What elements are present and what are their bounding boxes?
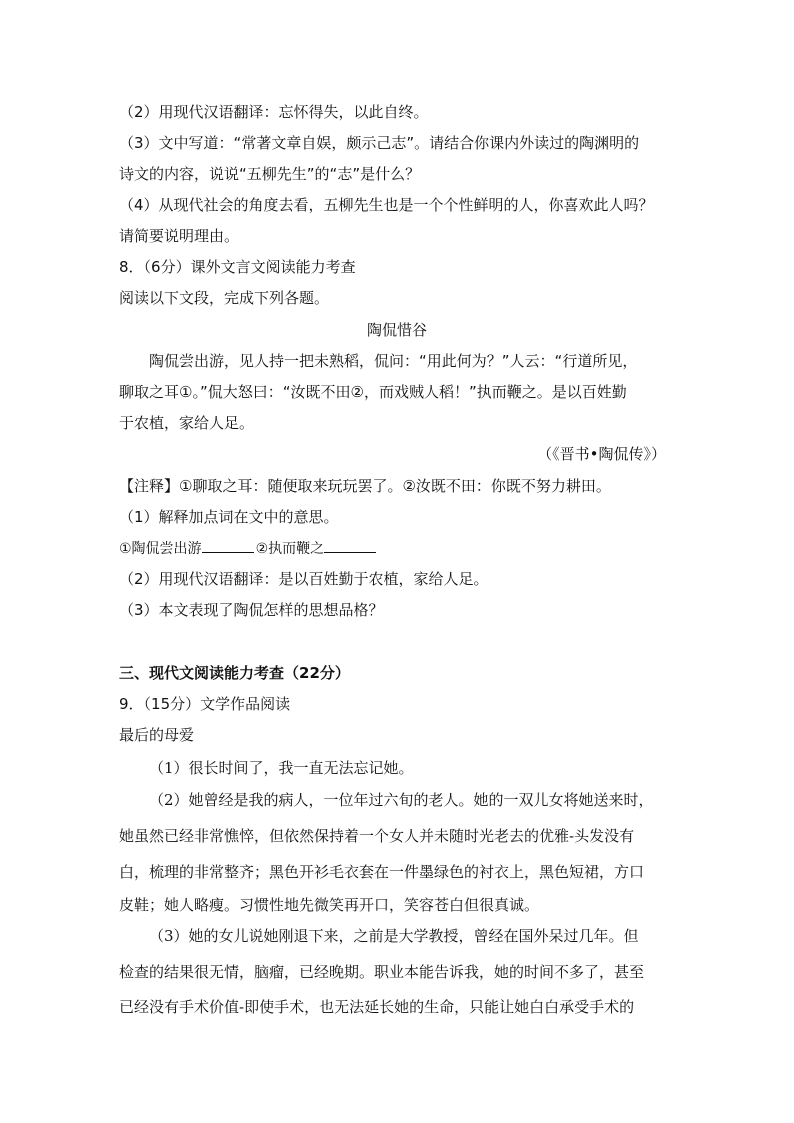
question-7-3-line-1: （3）文中写道：“常著文章自娱，颇示己志”。请结合你课内外读过的陶渊明的 [119,134,640,152]
question-7-3-line-2: 诗文的内容，说说“五柳先生”的“志”是什么？ [119,165,421,183]
section-3-heading: 三、现代文阅读能力考查（22分） [119,664,350,682]
passage-paragraph-line-1: 陶侃尝出游，见人持一把未熟稻，侃问：“用此何为？”人云：“行道所见， [149,352,638,370]
blank-item-2-label: ②执而鞭之 [255,541,325,557]
question-8-2: （2）用现代汉语翻译：是以百姓勤于农植，家给人足。 [119,570,489,588]
question-8-3: （3）本文表现了陶侃怎样的思想品格？ [119,601,384,619]
question-8-instruction: 阅读以下文段，完成下列各题。 [119,289,330,307]
article-paragraph-2-line-4: 皮鞋；她人略瘦。习惯性地先微笑再开口，笑容苍白但很真诚。 [119,896,540,914]
answer-blank-1[interactable] [202,538,254,553]
article-paragraph-3-line-1: （3）她的女儿说她刚退下来，之前是大学教授，曾经在国外呆过几年。但 [149,927,639,945]
question-9-heading: 9．（15分）文学作品阅读 [119,695,291,713]
passage-title: 陶侃惜谷 [366,321,427,339]
article-paragraph-2-line-1: （2）她曾经是我的病人，一位年过六旬的老人。她的一双儿女将她送来时， [149,791,654,809]
article-paragraph-3-line-2: 检查的结果很无情，脑瘤，已经晚期。职业本能告诉我，她的时间不多了，甚至 [119,963,645,981]
question-7-4-line-2: 请简要说明理由。 [119,227,240,245]
question-7-2: （2）用现代汉语翻译：忘怀得失，以此自终。 [119,103,429,121]
question-7-4-line-1: （4）从现代社会的角度去看，五柳先生也是一个个性鲜明的人，你喜欢此人吗？ [119,196,654,214]
passage-paragraph-line-2: 聊取之耳①。”侃大怒曰：“汝既不田②，而戏贼人稻！”执而鞭之。是以百姓勤 [119,383,627,401]
passage-source: （《晋书•陶侃传》） [537,445,666,463]
passage-notes: 【注释】①聊取之耳：随便取来玩玩罢了。②汝既不田：你既不努力耕田。 [119,477,611,495]
question-8-1: （1）解释加点词在文中的意思。 [119,508,339,526]
question-8-heading: 8．（6分）课外文言文阅读能力考查 [119,258,356,276]
article-title: 最后的母爱 [119,726,195,744]
article-paragraph-3-line-3: 已经没有手术价值-即使手术，也无法延长她的生命，只能让她白白承受手术的 [119,998,635,1016]
answer-blank-2[interactable] [324,538,376,553]
passage-paragraph-line-3: 于农植，家给人足。 [119,414,255,432]
blank-item-1-label: ①陶侃尝出游 [119,541,202,557]
article-paragraph-1: （1）很长时间了，我一直无法忘记她。 [149,759,414,777]
article-paragraph-2-line-3: 白，梳理的非常整齐；黑色开衫毛衣套在一件墨绿色的衬衣上，黑色短裙，方口 [119,863,645,881]
article-paragraph-2-line-2: 她虽然已经非常憔悴，但依然保持着一个女人并未随时光老去的优雅-头发没有 [119,827,635,845]
question-8-1-blanks [119,538,378,559]
